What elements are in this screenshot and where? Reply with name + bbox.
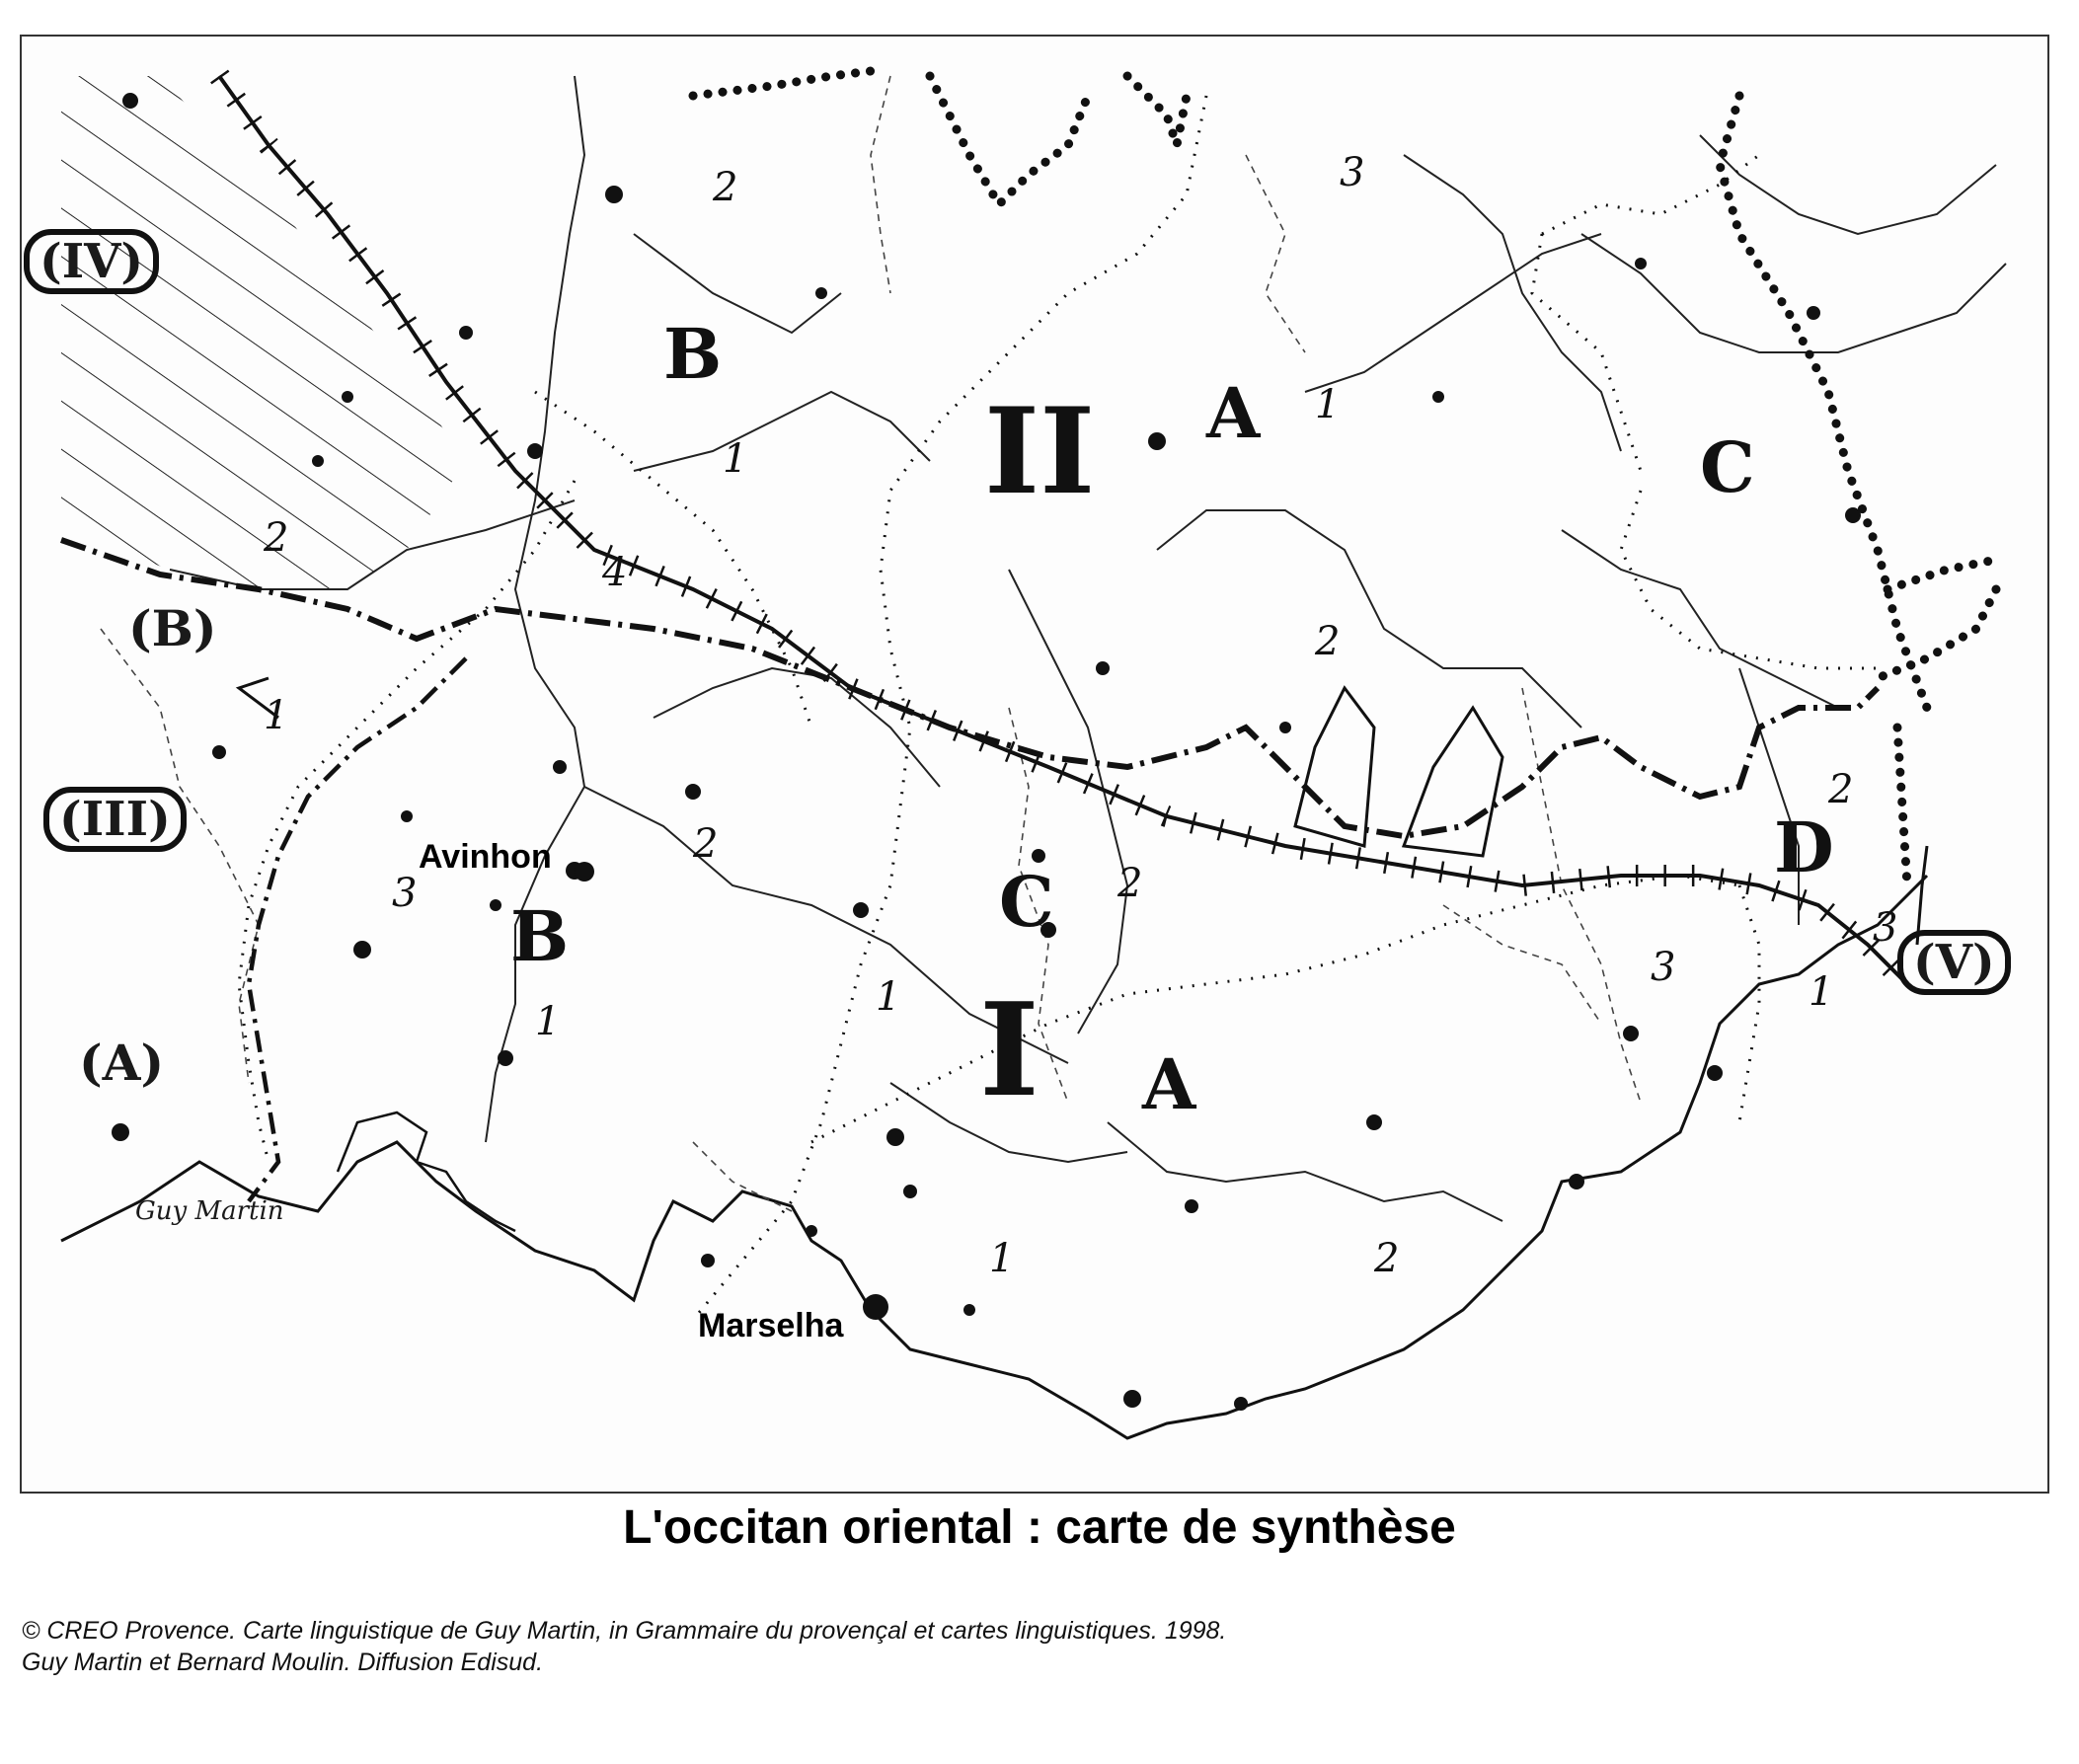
subzone-number: 2 bbox=[1828, 767, 1854, 812]
subzone-number: 1 bbox=[876, 974, 901, 1020]
city-label-marselha: Marselha bbox=[698, 1307, 844, 1344]
map-canvas bbox=[22, 37, 2047, 1492]
zone-ii-numeral: II bbox=[984, 382, 1096, 521]
subzone-a-ii: A bbox=[1206, 372, 1261, 454]
subzone-number: 1 bbox=[535, 999, 561, 1044]
zone-i-numeral: I bbox=[979, 974, 1040, 1125]
map-frame bbox=[20, 35, 2049, 1494]
subzone-c-central: C bbox=[999, 861, 1054, 943]
credit-block bbox=[22, 1615, 1226, 1678]
subzone-b-north: B bbox=[663, 313, 723, 395]
map-title: L'occitan oriental : carte de synthèse bbox=[623, 1501, 1456, 1554]
author-signature: Guy Martin bbox=[135, 1196, 284, 1226]
subzone-number: 1 bbox=[723, 436, 748, 482]
subzone-number: 3 bbox=[1340, 150, 1365, 195]
subzone-number: 1 bbox=[1315, 382, 1341, 427]
credit-line-2: Guy Martin et Bernard Moulin. Diffusion Edisud. bbox=[22, 1649, 544, 1676]
zone-iii-label: (III) bbox=[43, 787, 187, 852]
zone-iv-label: (IV) bbox=[24, 229, 159, 294]
paren-b-label: (B) bbox=[128, 599, 217, 657]
credit-line-1: © CREO Provence. Carte linguistique de Guy Martin, in Grammaire du provençal et cartes linguistiques. 1998. bbox=[22, 1617, 1227, 1645]
subzone-number: 1 bbox=[1809, 969, 1834, 1015]
subzone-number: 2 bbox=[693, 821, 719, 867]
subzone-number: 1 bbox=[264, 693, 289, 738]
subzone-number: 2 bbox=[1117, 861, 1143, 906]
coastline bbox=[61, 876, 1927, 1438]
subzone-number: 2 bbox=[713, 165, 738, 210]
subzone-number: 3 bbox=[1873, 905, 1898, 951]
city-label-avinhon: Avinhon bbox=[419, 838, 552, 876]
subzone-number: 2 bbox=[264, 515, 289, 561]
subzone-number: 3 bbox=[1651, 945, 1676, 990]
subzone-number: 4 bbox=[602, 550, 628, 595]
subzone-d: D bbox=[1774, 806, 1834, 888]
subzone-number: 1 bbox=[989, 1236, 1015, 1281]
subzone-c-east: C bbox=[1700, 426, 1755, 508]
paren-a-label: (A) bbox=[79, 1034, 165, 1092]
zone-v-label: (V) bbox=[1897, 930, 2011, 995]
west-boundary bbox=[249, 658, 466, 1201]
subzone-number: 3 bbox=[392, 871, 418, 916]
subzone-number: 2 bbox=[1374, 1236, 1400, 1281]
hatched-zone-iv bbox=[61, 76, 466, 589]
subzone-number: 2 bbox=[1315, 619, 1341, 664]
subzone-a-i: A bbox=[1142, 1043, 1196, 1125]
subzone-b-south: B bbox=[510, 895, 570, 977]
